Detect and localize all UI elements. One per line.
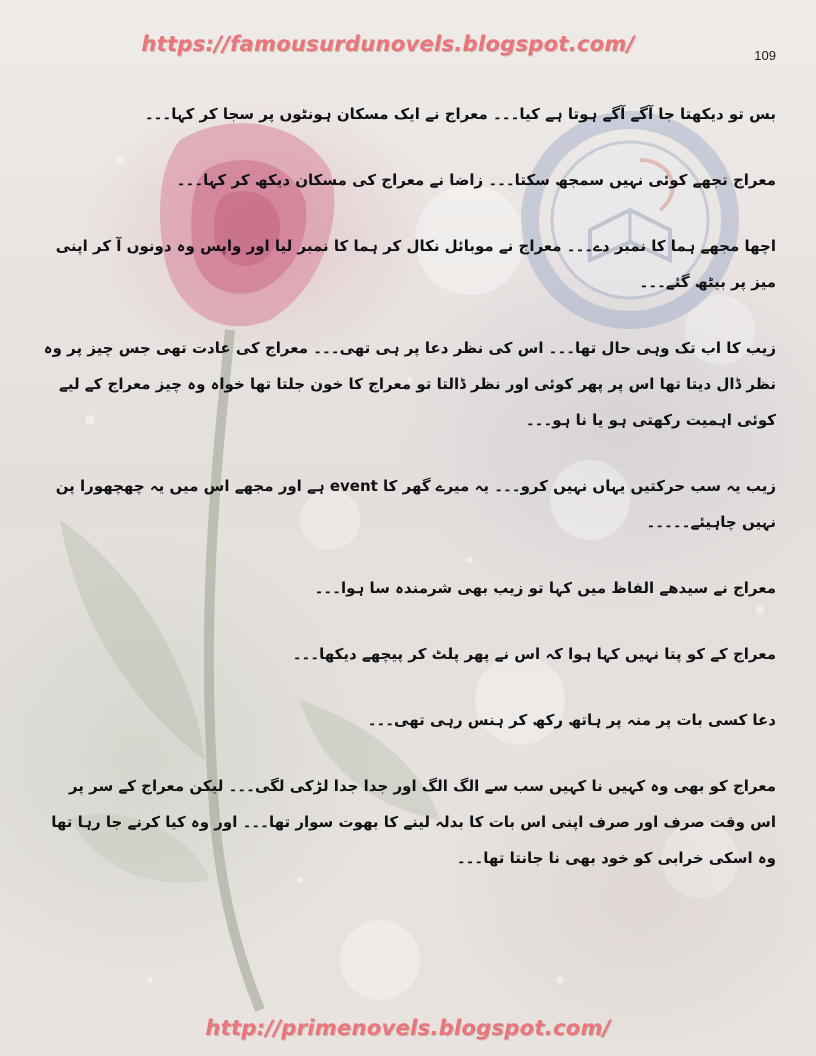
footer-site-link[interactable]: http://primenovels.blogspot.com/ — [205, 1016, 611, 1040]
paragraph: اچھا مجھے ہما کا نمبر دے۔۔۔ معراج نے موبائل نکال کر ہما کا نمبر لیا اور واپس وہ دونوں آ کر اپنی میز پر بیٹھ گئے۔۔۔ — [55, 237, 776, 291]
paragraph: معراج کو بھی وہ کہیں نا کہیں سب سے الگ الگ اور جدا جدا لڑکی لگی۔۔۔ لیکن معراج کے سر پر اس وقت صرف اور صرف اپنی اس بات کا بدلہ لینے کا بھوت سوار تھا۔۔۔ اور وہ کیا کرنے جا رہا تھا وہ اسکی خرابی کو خود بھی نا جانتا تھا۔۔۔ — [51, 777, 776, 867]
paragraph: بس تو دیکھتا جا آگے آگے ہوتا ہے کیا۔۔۔ معراج نے ایک مسکان ہونٹوں پر سجا کر کہا۔۔۔ — [144, 105, 776, 123]
paragraph: زیب یہ سب حرکتیں یہاں نہیں کرو۔۔۔ یہ میرے گھر کا event ہے اور مجھے اس میں یہ چھچھورا پن نہیں چاہیئے۔۔۔۔۔ — [55, 477, 776, 531]
paragraph: زیب کا اب تک وہی حال تھا۔۔۔ اس کی نظر دعا پر ہی تھی۔۔۔ معراج کی عادت تھی جس چیز پر وہ نظر ڈال دیتا تھا اس پر پھر کوئی اور نظر ڈالتا تو معراج کا خون جلتا تھا خواہ وہ چیز معراج کے لیے کوئی اہمیت رکھتی ہو یا نا ہو۔۔۔ — [43, 339, 776, 429]
paragraph: معراج تجھے کوئی نہیں سمجھ سکتا۔۔۔ زاضا نے معراج کی مسکان دیکھ کر کہا۔۔۔ — [176, 171, 776, 189]
paragraph: معراج کے کو پتا نہیں کہا ہوا کہ اس نے پھر پلٹ کر پیچھے دیکھا۔۔۔ — [292, 645, 776, 663]
paragraph: دعا کسی بات پر منہ پر ہاتھ رکھ کر ہنس رہی تھی۔۔۔ — [367, 711, 776, 729]
header-site-link[interactable]: https://famousurdunovels.blogspot.com/ — [141, 32, 635, 56]
paragraph: معراج نے سیدھے الفاظ میں کہا تو زیب بھی شرمندہ سا ہوا۔۔۔ — [314, 579, 776, 597]
page-number: 109 — [754, 48, 776, 63]
story-text — [40, 96, 776, 876]
